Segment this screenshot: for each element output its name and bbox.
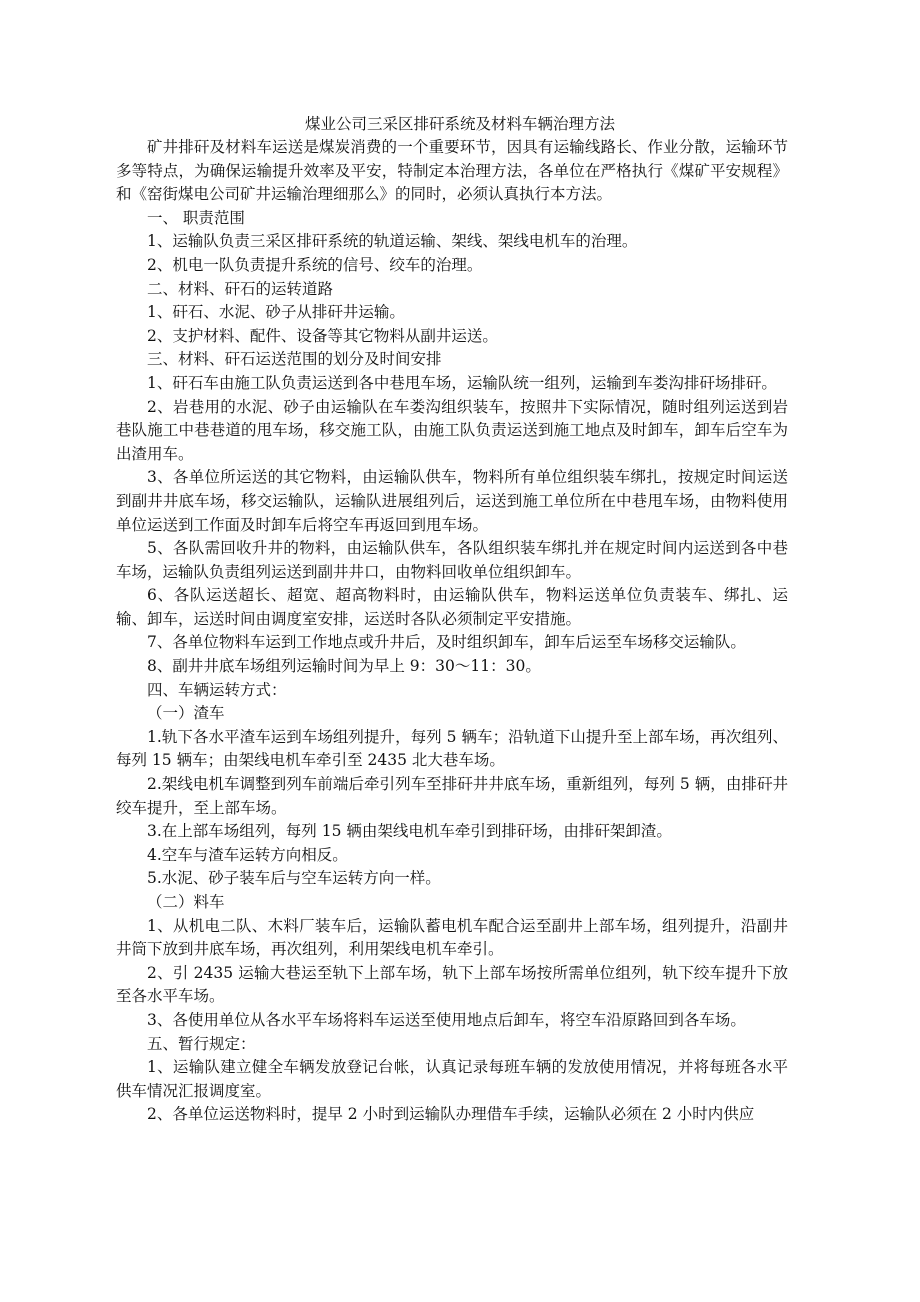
- body-paragraph: 3.在上部车场组列，每列 15 辆由架线电机车牵引到排矸场，由排矸架卸渣。: [147, 822, 672, 841]
- body-paragraph: 1、运输队负责三采区排矸系统的轨道运输、架线、架线电机车的治理。: [147, 232, 638, 251]
- body-paragraph: 1、矸石、水泥、砂子从排矸井运输。: [147, 303, 405, 322]
- body-paragraph: 3、各使用单位从各水平车场将料车运送至使用地点后卸车，将空车沿原路回到各车场。: [147, 1010, 746, 1029]
- body-paragraph: 2、引 2435 运输大巷运至轨下上部车场，轨下上部车场按所需单位组列，轨下绞车提升下放至各水平车场。: [116, 963, 788, 1006]
- section-heading: 一、 职责范围: [147, 208, 245, 227]
- body-paragraph: 8、副井井底车场组列运输时间为早上 9：30～11：30。: [147, 657, 541, 676]
- section-heading: 二、材料、矸石的运转道路: [147, 279, 334, 298]
- body-paragraph: 2.架线电机车调整到列车前端后牵引列车至排矸井井底车场，重新组列，每列 5 辆，由排矸井绞车提升，至上部车场。: [116, 775, 788, 817]
- body-paragraph: 2、机电一队负责提升系统的信号、绞车的治理。: [147, 255, 483, 274]
- document-title: 煤业公司三采区排矸系统及材料车辆治理方法: [304, 115, 615, 133]
- body-paragraph: 1、矸石车由施工队负责运送到各中巷甩车场，运输队统一组列，运输到车娄沟排矸场排矸。: [147, 373, 777, 392]
- document-body: [116, 136, 788, 1127]
- body-paragraph: 矿井排矸及材料车运送是煤炭消费的一个重要环节，因具有运输线路长、作业分散，运输环节多等特点，为确保运输提升效率及平安，特制定本治理方法，各单位在严格执行《煤矿平安规程》和《窑街煤电公司矿井运输治理细那么》的同时，必须认真执行本方法。: [116, 138, 788, 204]
- body-paragraph: 4.空车与渣车运转方向相反。: [147, 845, 348, 864]
- body-paragraph: 1、运输队建立健全车辆发放登记台帐，认真记录每班车辆的发放使用情况，并将每班各水平供车情况汇报调度室。: [116, 1058, 788, 1100]
- body-paragraph: 2、支护材料、配件、设备等其它物料从副井运送。: [147, 326, 498, 345]
- body-paragraph: 5.水泥、砂子装车后与空车运转方向一样。: [147, 869, 441, 888]
- body-paragraph: 2、各单位运送物料时，提早 2 小时到运输队办理借车手续，运输队必须在 2 小时内供应: [147, 1105, 755, 1124]
- body-paragraph: 6、各队运送超长、超宽、超高物料时，由运输队供车，物料运送单位负责装车、绑扎、运输、卸车，运送时间由调度室安排，运送时各队必须制定平安措施。: [116, 586, 788, 628]
- body-paragraph: 2、岩巷用的水泥、砂子由运输队在车娄沟组织装车，按照井下实际情况，随时组列运送到岩巷队施工中巷巷道的甩车场，移交施工队，由施工队负责运送到施工地点及时卸车，卸车后空车为出渣用车。: [116, 397, 788, 463]
- section-heading: 五、暂行规定：: [147, 1034, 256, 1053]
- body-paragraph: 5、各队需回收升井的物料，由运输队供车，各队组织装车绑扎并在规定时间内运送到各中巷车场，运输队负责组列运送到副井井口，由物料回收单位组织卸车。: [116, 539, 788, 581]
- section-heading: 三、材料、矸石运送范围的划分及时间安排: [147, 350, 442, 369]
- section-heading: （一）渣车: [147, 704, 225, 723]
- section-heading: 四、车辆运转方式：: [147, 680, 287, 699]
- body-paragraph: 1.轨下各水平渣车运到车场组列提升，每列 5 辆车；沿轨道下山提升至上部车场，再次组列、每列 15 辆车；由架线电机车牵引至 2435 北大巷车场。: [116, 727, 788, 770]
- body-paragraph: 3、各单位所运送的其它物料，由运输队供车，物料所有单位组织装车绑扎，按规定时间运送到副井井底车场，移交运输队，运输队进展组列后，运送到施工单位所在中巷甩车场，由物料使用单位运送到工作面及时卸车后将空车再返回到甩车场。: [116, 468, 788, 534]
- body-paragraph: 1、从机电二队、木料厂装车后，运输队蓄电机车配合运至副井上部车场，组列提升，沿副井井筒下放到井底车场，再次组列，利用架线电机车牵引。: [116, 916, 788, 959]
- section-heading: （二）料车: [147, 893, 225, 911]
- body-paragraph: 7、各单位物料车运到工作地点或升井后，及时组织卸车，卸车后运至车场移交运输队。: [147, 633, 746, 652]
